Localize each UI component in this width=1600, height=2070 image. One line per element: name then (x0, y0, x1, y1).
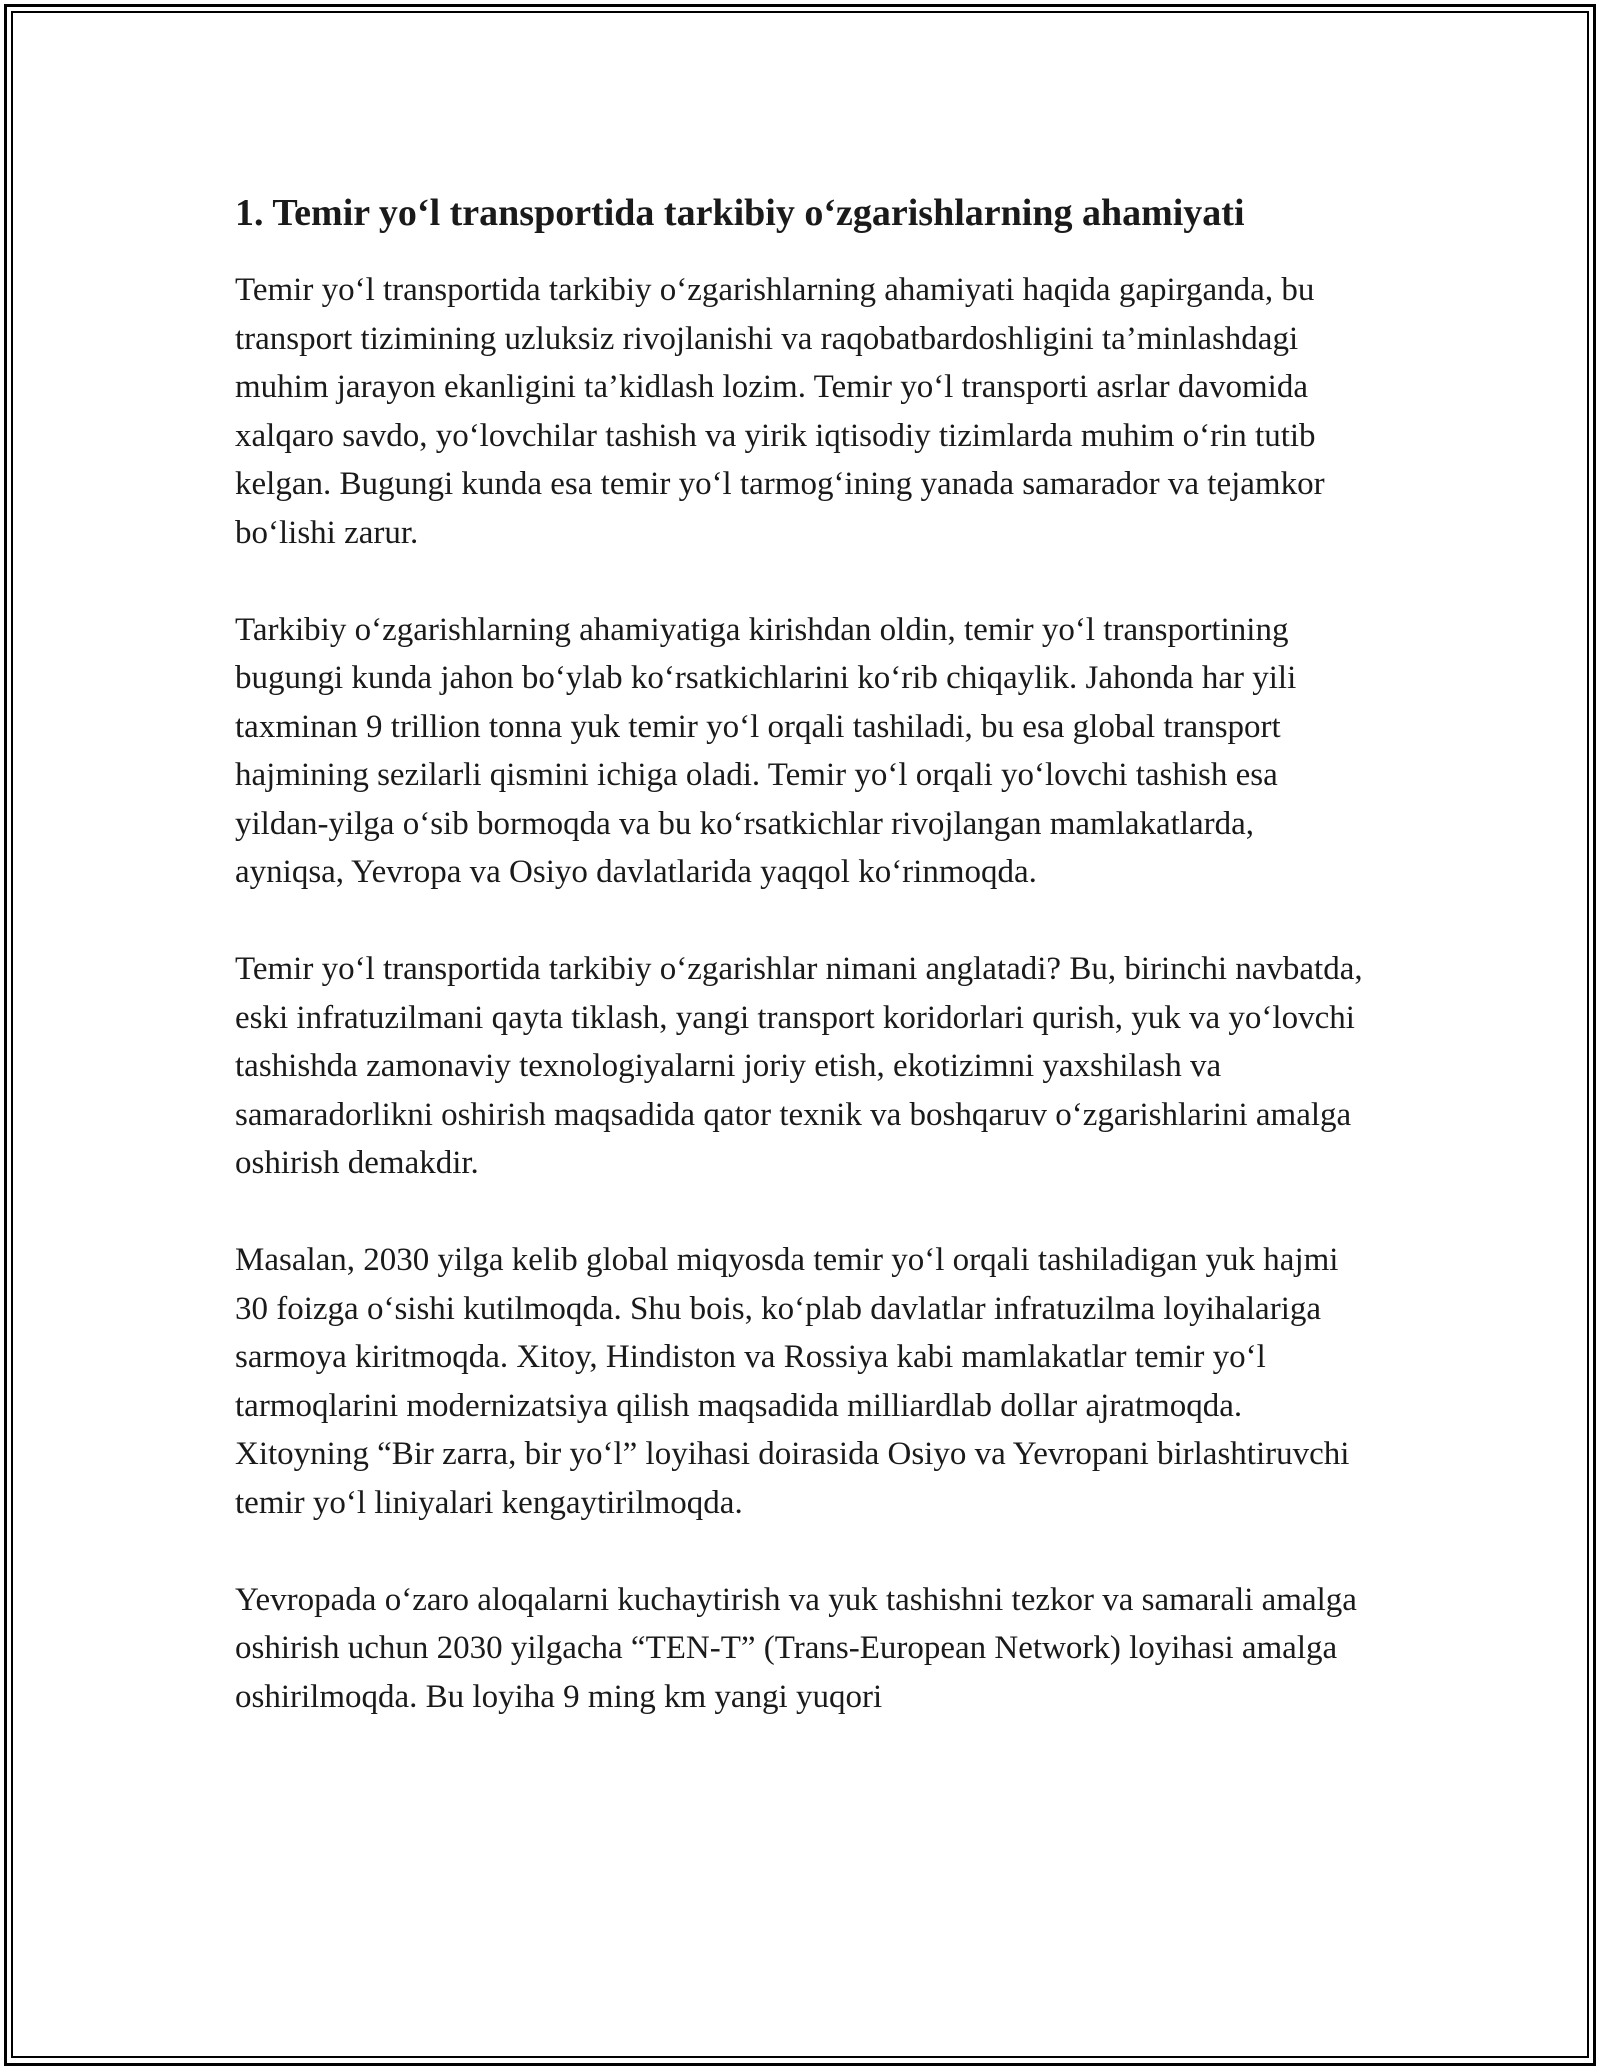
paragraph-2: Tarkibiy o‘zgarishlarning ahamiyatiga kirishdan oldin, temir yo‘l transportining bugungi kunda jahon bo‘ylab ko‘rsatkichlarini ko‘rib chiqaylik. Jahonda har yili taxminan 9 trillion tonna yuk temir yo‘l orqali tashiladi, bu esa global transport hajmining sezilarli qismini ichiga oladi. Temir yo‘l orqali yo‘lovchi tashish esa yildan-yilga o‘sib bormoqda va bu ko‘rsatkichlar rivojlangan mamlakatlarda, ayniqsa, Yevropa va Osiyo davlatlarida yaqqol ko‘rinmoqda. (235, 611, 1297, 890)
section-heading: 1. Temir yo‘l transportida tarkibiy o‘zgarishlarning ahamiyati (235, 192, 1245, 234)
document-body (235, 188, 1365, 1770)
paragraph-4: Masalan, 2030 yilga kelib global miqyosda temir yo‘l orqali tashiladigan yuk hajmi 30 foizga o‘sishi kutilmoqda. Shu bois, ko‘plab davlatlar infratuzilma loyihalariga sarmoya kiritmoqda. Xitoy, Hindiston va Rossiya kabi mamlakatlar temir yo‘l tarmoqlarini modernizatsiya qilish maqsadida milliardlab dollar ajratmoqda. Xitoyning “Bir zarra, bir yo‘l” loyihasi doirasida Osiyo va Yevropani birlashtiruvchi temir yo‘l liniyalari kengaytirilmoqda. (235, 1242, 1350, 1521)
paragraph-1: Temir yo‘l transportida tarkibiy o‘zgarishlarning ahamiyati haqida gapirganda, bu transport tizimining uzluksiz rivojlanishi va raqobatbardoshligini ta’minlashdagi muhim jarayon ekanligini ta’kidlash lozim. Temir yo‘l transporti asrlar davomida xalqaro savdo, yo‘lovchilar tashish va yirik iqtisodiy tizimlarda muhim o‘rin tutib kelgan. Bugungi kunda esa temir yo‘l tarmog‘ining yanada samarador va tejamkor bo‘lishi zarur. (235, 272, 1325, 551)
paragraph-5: Yevropada o‘zaro aloqalarni kuchaytirish va yuk tashishni tezkor va samarali amalga oshirish uchun 2030 yilgacha “TEN-T” (Trans-European Network) loyihasi amalga oshirilmoqda. Bu loyiha 9 ming km yangi yuqori (235, 1581, 1357, 1715)
paragraph-3: Temir yo‘l transportida tarkibiy o‘zgarishlar nimani anglatadi? Bu, birinchi navbatda, eski infratuzilmani qayta tiklash, yangi transport koridorlari qurish, yuk va yo‘lovchi tashishda zamonaviy texnologiyalarni joriy etish, ekotizimni yaxshilash va samaradorlikni oshirish maqsadida qator texnik va boshqaruv o‘zgarishlarini amalga oshirish demakdir. (235, 951, 1363, 1181)
